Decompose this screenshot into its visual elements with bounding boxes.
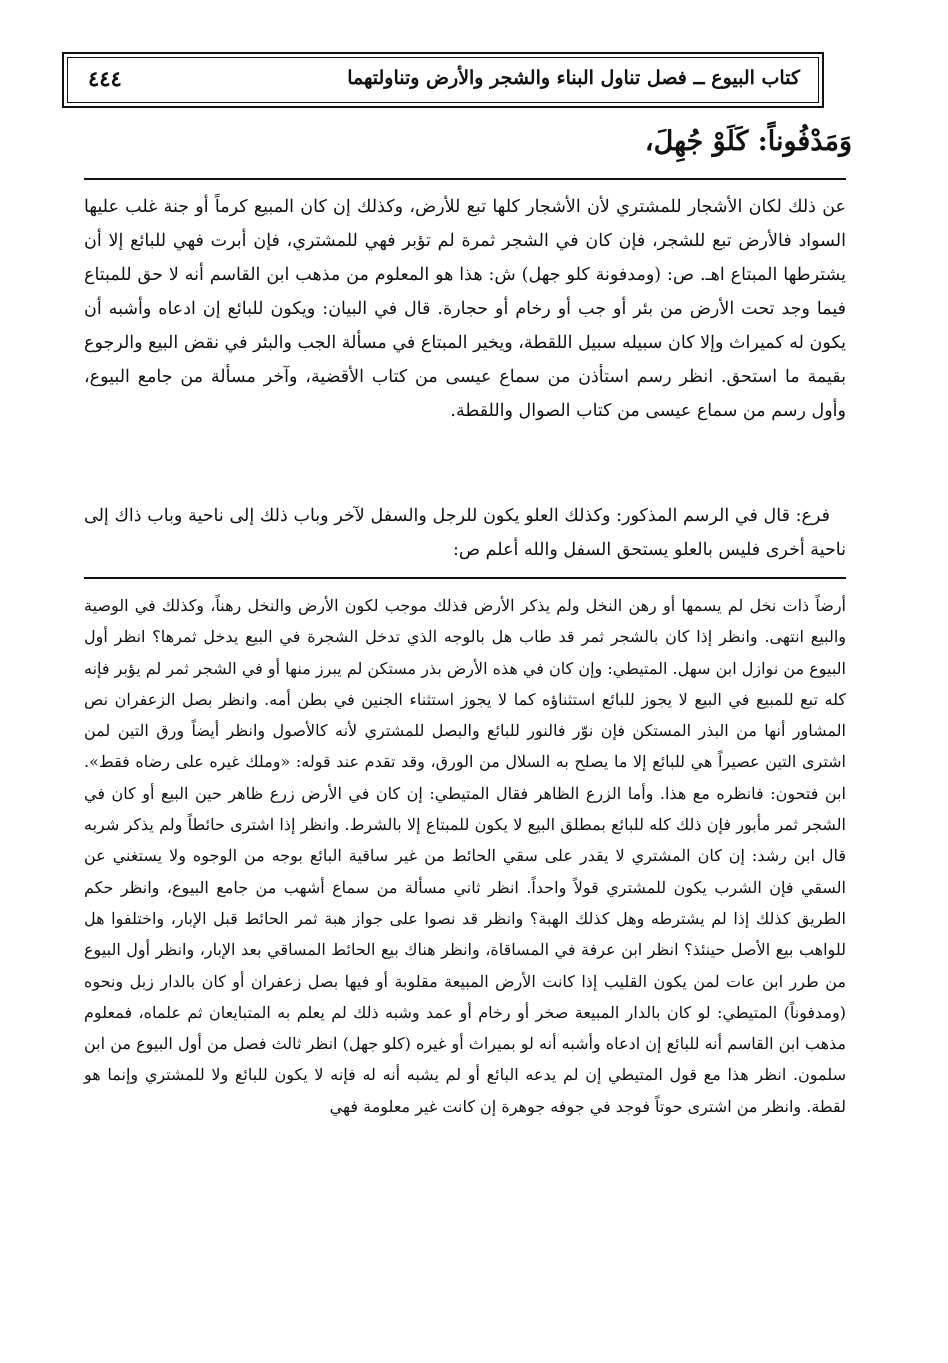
footnote-paragraph: أرضاً ذات نخل لم يسمها أو رهن النخل ولم يذكر الأرض فذلك موجب لكون الأرض والنخل رهناً، وكذلك في الوصية والبيع انتهى. وانظر إذا كان بالشجر ثمر قد طاب هل بالوجه الذي تدخل الشجرة في البيع يدخل ثمرها؟ انظر أول البيوع من نوازل ابن سهل. المتيطي: وإن كان في هذه الأرض بذر مستكن لم يبرز منها أو في الشجر ثمر لم يؤبر فإنه كله تبع للمبيع في البيع لا يجوز للبائع استثناؤه كما لا يجوز استثناء الجنين في بطن أمه. وانظر بصل الزعفران نص المشاور أنها من البذر المستكن فإن نوّر فالنور للبائع والبصل للمشتري لأنه كالأصول وانظر أيضاً ورق التين لمن اشترى التين عصيراً هي للبائع إلا ما يصلح به السلال من الورق، وقد تقدم عند قوله: «وملك غيره على رضاه فقط». ابن فتحون: فانظره مع هذا. وأما الزرع الظاهر فقال المتيطي: إن كان في الأرض زرع ظاهر حين البيع أو كان في الشجر ثمر مأبور فإن ذلك كله للبائع بمطلق البيع لا يكون للمبتاع إلا بالشرط. وانظر إذا اشترى حائطاً ولم يذكر شربه قال ابن رشد: إن كان المشتري لا يقدر على سقي الحائط من غير ساقية البائع بوجه من الوجوه ولا يستغني عن السقي فإن الشرب يكون للمشتري قولاً واحداً. انظر ثاني مسألة من سماع أشهب من جامع البيوع، وانظر حكم الطريق كذلك إذا لم يشترطه وهل كذلك الهبة؟ وانظر قد نصوا على جواز هبة ثمر الحائط قبل الإبار، واختلفوا هل للواهب بيع الأصل حينئذ؟ انظر ابن عرفة في المساقاة، وانظر هناك بيع الحائط المساقي بعد الإبار، وانظر أول البيوع من طرر ابن عات لمن يكون القليب إذا كانت الأرض المبيعة مقلوبة أو فيها بصل زعفران أو كان بالدار زبل ونحوه (ومدفوناً) المتيطي: لو كان بالدار المبيعة صخر أو رخام أو عمد وشبه ذلك لم يعلم به المتبايعان ثم علماه، فمعلوم مذهب ابن القاسم أنه للبائع إن ادعاه وأشبه أنه لو بميراث أو غيره (كلو جهل) انظر ثالث فصل من أول البيوع من ابن سلمون. انظر هذا مع قول المتيطي إن لم يدعه البائع أو لم يشبه أنه له فإنه لا يكون للبائع ولا للمشتري وإنما هو لقطة. وانظر من اشترى حوتاً فوجد في جوفه جوهرة إن كانت غير معلومة فهي: [84, 596, 847, 1116]
separator-rule: [84, 178, 846, 180]
matn-text: وَمَدْفُوناً: كَلَوْ جُهِلَ،: [644, 126, 852, 157]
page-number: ٤٤٤: [88, 66, 122, 91]
running-header: [62, 52, 824, 108]
footnote-separator-rule: [84, 577, 846, 579]
branch-paragraph: فرع: قال في الرسم المذكور: وكذلك العلو يكون للرجل والسفل لآخر وباب ذلك إلى ناحية وباب ذاك إلى ناحية أخرى فليس بالعلو يستحق السفل والله أعلم ص:: [84, 506, 846, 560]
running-title: كتاب البيوع ــ فصل تناول البناء والشجر والأرض وتناولتهما: [347, 67, 800, 89]
commentary-paragraph: عن ذلك لكان الأشجار للمشتري لأن الأشجار كلها تبع للأرض، وكذلك إن كان المبيع كرماً أو جنة غلب عليها السواد فالأرض تبع للشجر، فإن كان في الشجر ثمرة لم تؤبر فهي للمشتري، فإن أبرت فهي للبائع إلا أن يشترطها المبتاع اهـ. ص: (ومدفونة كلو جهل) ش: هذا هو المعلوم من مذهب ابن القاسم أنه لا حق للمبتاع فيما وجد تحت الأرض من بئر أو جب أو رخام أو حجارة. قال في البيان: ويكون للبائع إن ادعاه وأشبه أن يكون له كميراث وإلا كان سبيله سبيل اللقطة، ويخير المبتاع في مسألة الجب والبئر في نقض البيع والرجوع بقيمة ما استحق. انظر رسم استأذن من سماع عيسى من كتاب الأقضية، وآخر مسألة من جامع البيوع، وأول رسم من سماع عيسى من كتاب الصوال واللقطة.: [84, 197, 846, 421]
